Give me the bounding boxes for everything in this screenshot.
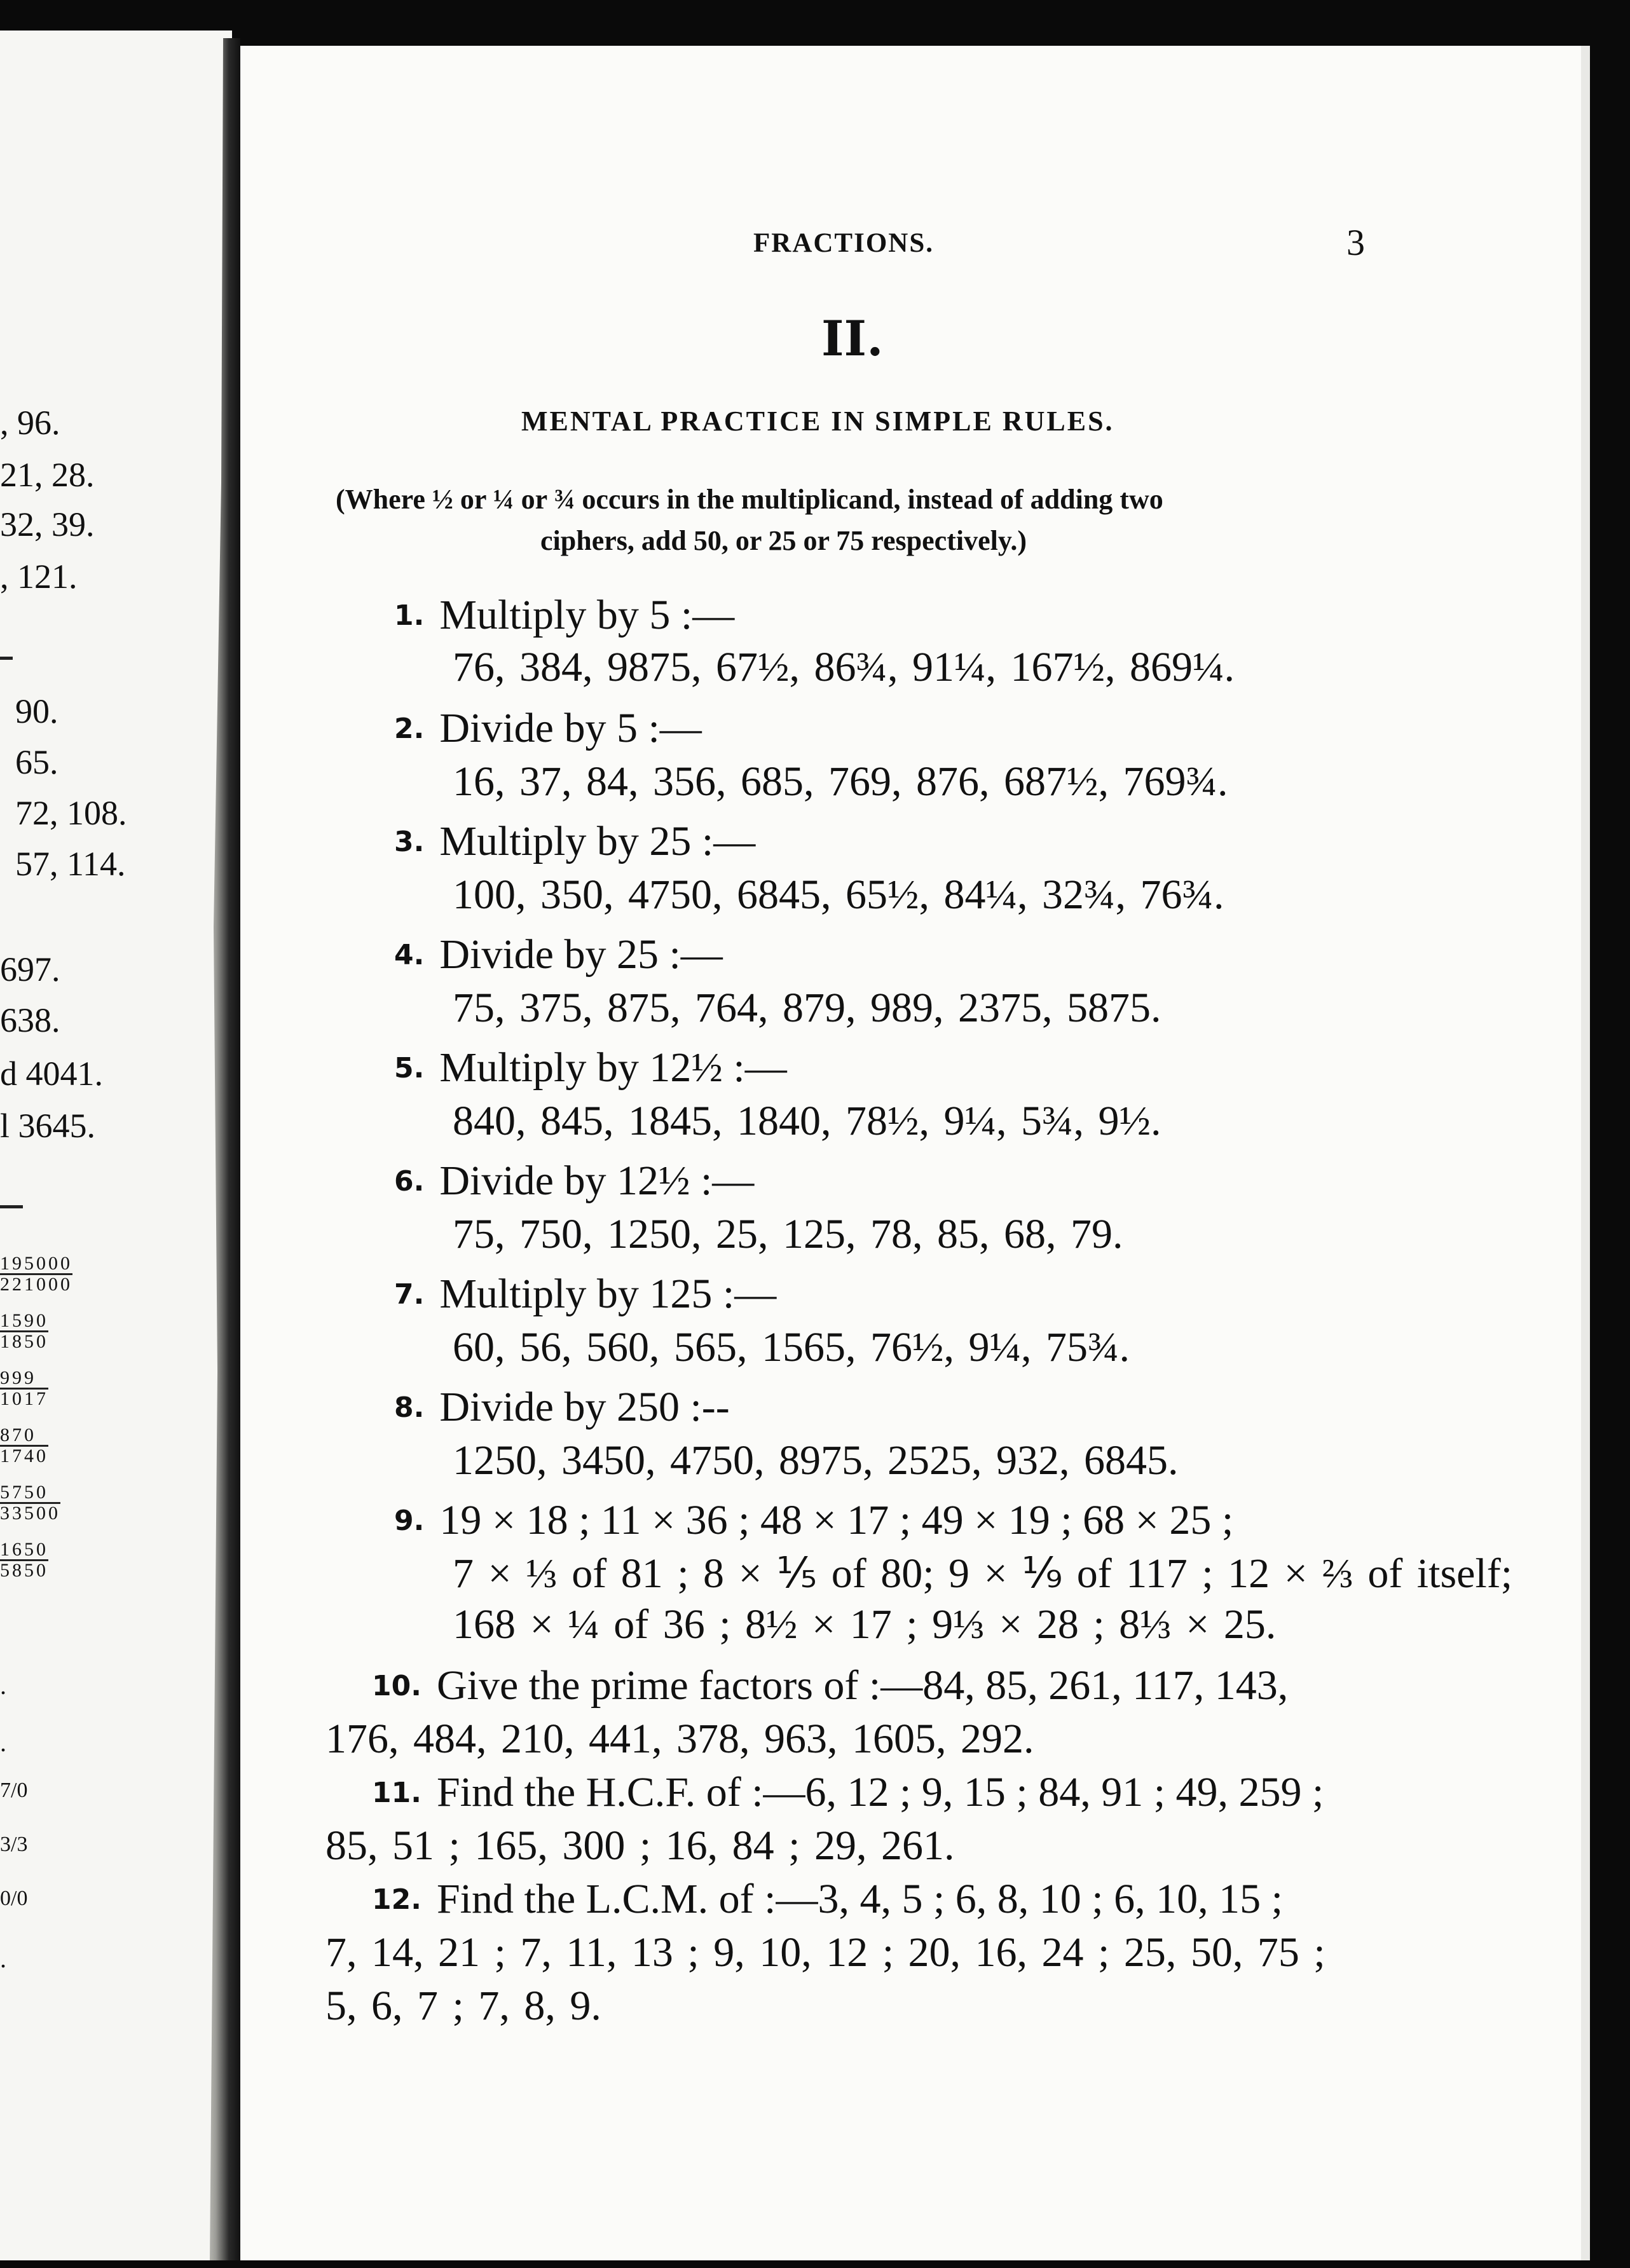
- exercise-prompt: 19 × 18 ; 11 × 36 ; 48 × 17 ; 49 × 19 ; 68 × 25 ;: [439, 1497, 1234, 1543]
- previous-page-fragment: [0, 31, 232, 2260]
- exercise-prompt: Divide by 25 :—: [439, 931, 723, 978]
- exercise-values: 60, 56, 560, 565, 1565, 76½, 9¼, 75¾.: [453, 1324, 1130, 1370]
- exercise-11: [372, 1768, 1324, 1817]
- fragment-mark: .: [0, 1728, 6, 1757]
- exercise-10: [372, 1662, 1288, 1710]
- exercise-2: [394, 704, 702, 753]
- exercise-values: 76, 384, 9875, 67½, 86¾, 91¼, 167½, 869¼.: [453, 644, 1235, 690]
- exercise-number: 1.: [394, 599, 425, 632]
- fraction-stub: $\frac{1650}{5850}$: [0, 1539, 48, 1581]
- exercise-3: [394, 817, 755, 866]
- exercise-values: 5, 6, 7 ; 7, 8, 9.: [325, 1983, 601, 2029]
- fragment-mark: .: [0, 1671, 6, 1700]
- exercise-8: [394, 1383, 730, 1431]
- exercise-prompt: Multiply by 5 :—: [439, 592, 735, 638]
- divider: [0, 657, 13, 660]
- fragment-mark: 3/3: [0, 1833, 28, 1856]
- fragment-line: 90.: [15, 692, 58, 730]
- exercise-prompt: Find the H.C.F. of :—6, 12 ; 9, 15 ; 84, 91 ; 49, 259 ;: [436, 1769, 1324, 1815]
- page-number: 3: [1346, 222, 1365, 263]
- exercise-number: 3.: [394, 826, 425, 858]
- exercise-prompt: Find the L.C.M. of :—3, 4, 5 ; 6, 8, 10 ; 6, 10, 15 ;: [436, 1876, 1283, 1922]
- fraction-stub: $\frac{1590}{1850}$: [0, 1310, 48, 1352]
- exercise-number: 5.: [394, 1052, 425, 1084]
- exercise-values: 16, 37, 84, 356, 685, 769, 876, 687½, 769¾.: [453, 758, 1228, 805]
- exercise-6: [394, 1157, 754, 1205]
- exercise-number: 4.: [394, 939, 425, 971]
- exercise-9: [394, 1496, 1233, 1545]
- exercise-4: [394, 931, 723, 979]
- exercise-prompt: Multiply by 25 :—: [439, 818, 756, 864]
- exercise-values: 168 × ¼ of 36 ; 8½ × 17 ; 9⅓ × 28 ; 8⅓ × 25.: [453, 1601, 1277, 1648]
- fragment-line: 65.: [15, 743, 58, 781]
- fraction-stub: $\frac{195000}{221000}$: [0, 1253, 72, 1295]
- fraction-stub: $\frac{870}{1740}$: [0, 1424, 48, 1466]
- fragment-mark: 7/0: [0, 1779, 28, 1802]
- exercise-prompt: Give the prime factors of :—84, 85, 261, 117, 143,: [436, 1662, 1289, 1709]
- fragment-line: 638.: [0, 1001, 60, 1039]
- exercise-7: [394, 1270, 776, 1318]
- exercise-12: [372, 1875, 1283, 1923]
- instruction-note: ciphers, add 50, or 25 or 75 respectively.): [540, 525, 1027, 556]
- exercise-values: 75, 750, 1250, 25, 125, 78, 85, 68, 79.: [453, 1211, 1123, 1257]
- exercise-values: 7 × ⅓ of 81 ; 8 × ⅕ of 80; 9 × ⅑ of 117 ; 12 × ⅔ of itself;: [453, 1550, 1513, 1597]
- divider: [0, 1205, 23, 1208]
- exercise-number: 10.: [372, 1670, 421, 1702]
- fraction-stub: $\frac{5750}{33500}$: [0, 1482, 60, 1524]
- exercise-number: 12.: [372, 1883, 421, 1916]
- fragment-line: l 3645.: [0, 1107, 96, 1145]
- fragment-line: 57, 114.: [15, 845, 126, 883]
- fragment-mark: .: [0, 1944, 6, 1973]
- page-edge: [1581, 46, 1590, 2260]
- exercise-values: 840, 845, 1845, 1840, 78½, 9¼, 5¾, 9½.: [453, 1098, 1161, 1144]
- exercise-number: 9.: [394, 1505, 425, 1537]
- exercise-number: 6.: [394, 1165, 425, 1198]
- running-head: FRACTIONS.: [753, 228, 935, 258]
- fragment-line: , 121.: [0, 557, 78, 596]
- fragment-mark: 0/0: [0, 1887, 28, 1910]
- exercise-prompt: Multiply by 125 :—: [439, 1271, 777, 1317]
- exercise-prompt: Multiply by 12½ :—: [439, 1044, 787, 1091]
- section-numeral: II.: [821, 310, 884, 367]
- exercise-values: 75, 375, 875, 764, 879, 989, 2375, 5875.: [453, 985, 1161, 1031]
- exercise-values: 85, 51 ; 165, 300 ; 16, 84 ; 29, 261.: [325, 1822, 955, 1869]
- exercise-prompt: Divide by 250 :--: [439, 1384, 730, 1430]
- fragment-line: 72, 108.: [15, 794, 127, 832]
- exercise-1: [394, 591, 734, 639]
- exercise-number: 8.: [394, 1391, 425, 1424]
- exercise-number: 7.: [394, 1278, 425, 1311]
- exercise-prompt: Divide by 12½ :—: [439, 1158, 755, 1204]
- fragment-line: d 4041.: [0, 1055, 103, 1093]
- exercise-values: 176, 484, 210, 441, 378, 963, 1605, 292.: [325, 1716, 1034, 1762]
- fraction-stub: $\frac{999}{1017}$: [0, 1367, 48, 1409]
- fragment-line: 697.: [0, 950, 60, 988]
- section-title: MENTAL PRACTICE IN SIMPLE RULES.: [521, 406, 1114, 437]
- fragment-line: , 96.: [0, 404, 60, 442]
- exercise-5: [394, 1044, 787, 1092]
- fragment-line: 21, 28.: [0, 456, 95, 494]
- exercise-values: 1250, 3450, 4750, 8975, 2525, 932, 6845.: [453, 1437, 1179, 1484]
- exercise-prompt: Divide by 5 :—: [439, 705, 702, 751]
- exercise-number: 11.: [372, 1777, 421, 1809]
- exercise-number: 2.: [394, 713, 425, 745]
- instruction-note: (Where ½ or ¼ or ¾ occurs in the multiplicand, instead of adding two: [336, 484, 1163, 515]
- fragment-line: 32, 39.: [0, 505, 95, 543]
- exercise-values: 7, 14, 21 ; 7, 11, 13 ; 9, 10, 12 ; 20, 16, 24 ; 25, 50, 75 ;: [325, 1929, 1325, 1976]
- exercise-values: 100, 350, 4750, 6845, 65½, 84¼, 32¾, 76¾.: [453, 871, 1224, 918]
